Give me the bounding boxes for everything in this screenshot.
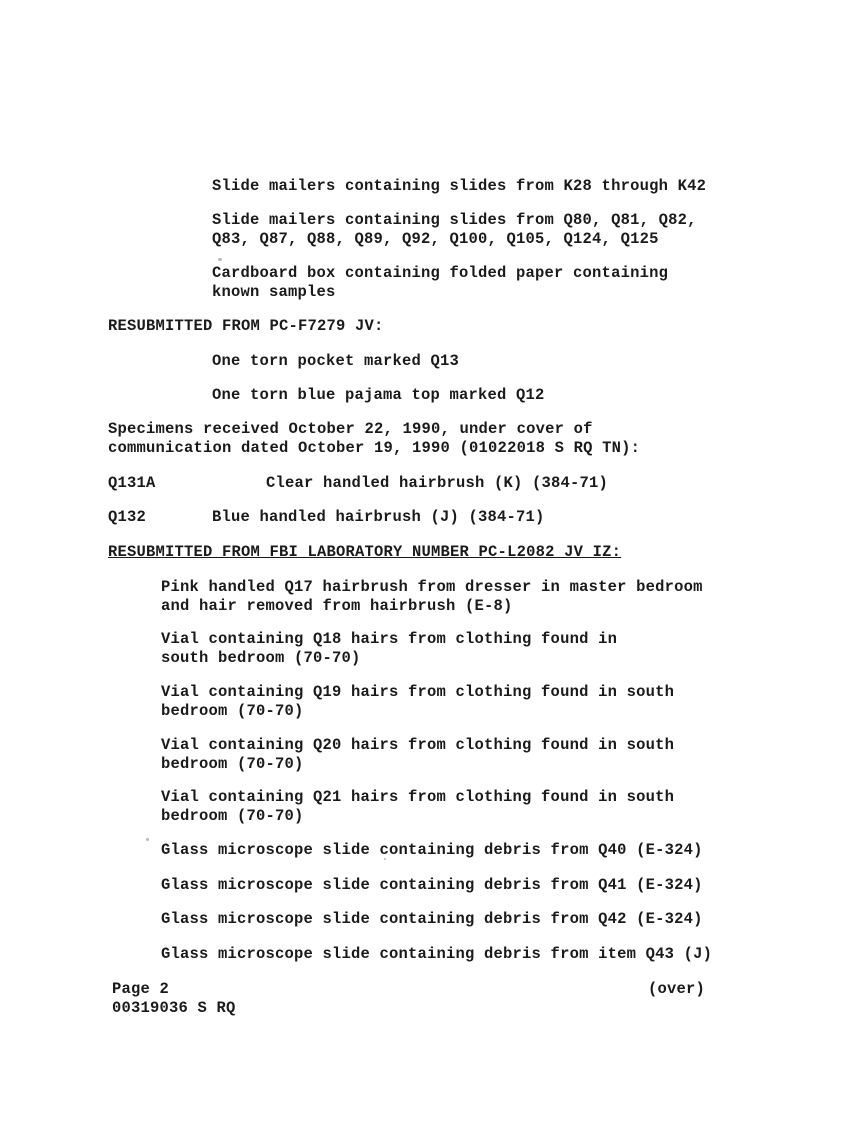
slide-mailers-q-line-2: Q83, Q87, Q88, Q89, Q92, Q100, Q105, Q124, Q125 [212,230,659,248]
entry-q40-line: Glass microscope slide containing debris from Q40 (E-324) [161,841,703,859]
entry-q43-line: Glass microscope slide containing debris from item Q43 (J) [161,945,713,963]
slide-mailers-q-line-1: Slide mailers containing slides from Q80, Q81, Q82, [212,211,697,229]
resubmitted-pcf-heading: RESUBMITTED FROM PC-F7279 JV: [108,317,384,335]
item-q131a-code: Q131A [108,474,156,492]
cardboard-box-line-2: known samples [212,283,336,301]
specimens-line-1: Specimens received October 22, 1990, under cover of [108,420,593,438]
over-label: (over) [648,980,706,998]
resubmitted-fbi-heading: RESUBMITTED FROM FBI LABORATORY NUMBER PC-L2082 JV IZ: [108,543,622,561]
entry-q20-line-1: Vial containing Q20 hairs from clothing found in south [161,736,675,754]
entry-q17-line-2: and hair removed from hairbrush (E-8) [161,597,513,615]
item-q132-desc: Blue handled hairbrush (J) (384-71) [212,508,545,526]
pajama-top-line: One torn blue pajama top marked Q12 [212,386,545,404]
entry-q21-line-1: Vial containing Q21 hairs from clothing found in south [161,788,675,806]
item-q132-code: Q132 [108,508,147,526]
entry-q42-line: Glass microscope slide containing debris from Q42 (E-324) [161,910,703,928]
entry-q21-line-2: bedroom (70-70) [161,807,304,825]
entry-q41-line: Glass microscope slide containing debris from Q41 (E-324) [161,876,703,894]
entry-q17-line-1: Pink handled Q17 hairbrush from dresser in master bedroom [161,578,703,596]
specimens-line-2: communication dated October 19, 1990 (01022018 S RQ TN): [108,439,641,457]
entry-q18-line-1: Vial containing Q18 hairs from clothing found in [161,630,618,648]
item-q131a-desc: Clear handled hairbrush (K) (384-71) [266,474,609,492]
file-number: 00319036 S RQ [112,999,236,1017]
scan-speck [146,838,149,841]
entry-q20-line-2: bedroom (70-70) [161,755,304,773]
torn-pocket-line: One torn pocket marked Q13 [212,352,460,370]
entry-q19-line-1: Vial containing Q19 hairs from clothing found in south [161,683,675,701]
scan-speck [218,258,222,261]
cardboard-box-line-1: Cardboard box containing folded paper containing [212,264,669,282]
entry-q18-line-2: south bedroom (70-70) [161,649,361,667]
slide-mailers-k-line: Slide mailers containing slides from K28 through K42 [212,177,707,195]
page-number: Page 2 [112,980,170,998]
entry-q19-line-2: bedroom (70-70) [161,702,304,720]
